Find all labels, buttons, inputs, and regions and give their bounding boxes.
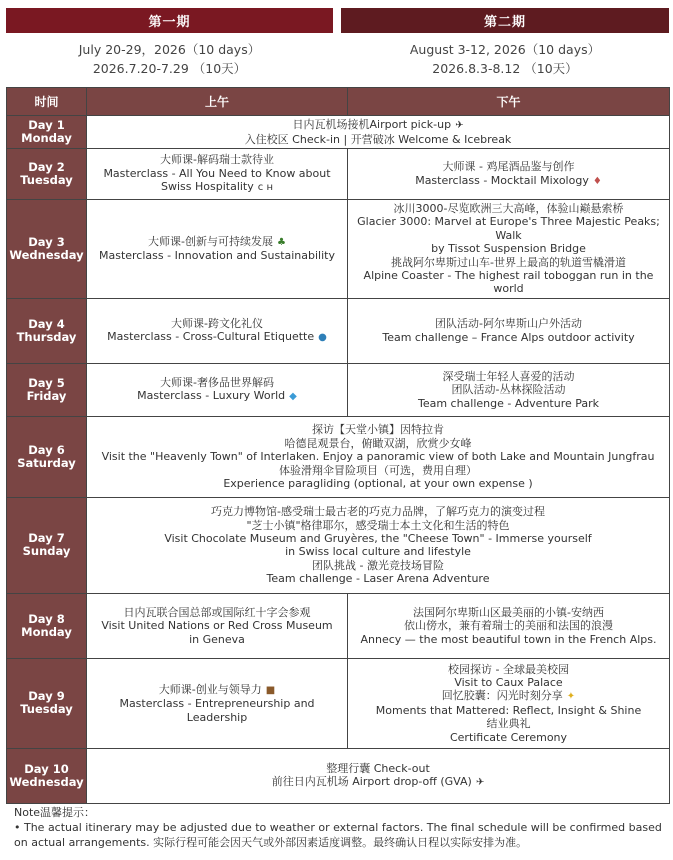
activity-line: Visit Chocolate Museum and Gruyères, the "Cheese Town" - Immerse yourself — [164, 531, 592, 545]
day-cell — [7, 363, 87, 416]
day-label: Day 2 — [28, 160, 65, 174]
hotel-icon: ᴄ ʜ — [257, 182, 273, 194]
full-day-cell — [87, 116, 670, 149]
weekday-label: Wednesday — [9, 247, 84, 262]
activity-line: 巧克力博物馆-感受瑞士最古老的巧克力品牌，了解巧克力的演变过程 — [211, 505, 545, 519]
weekday-label: Monday — [21, 131, 72, 145]
afternoon-cell — [348, 149, 670, 200]
activity-line: 前往日内瓦机场 Airport drop-off (GVA) — [271, 775, 472, 789]
activity-line: Masterclass - Luxury World — [137, 389, 286, 403]
day-label: Day 4 — [28, 316, 65, 331]
morning-cell — [87, 658, 348, 748]
activity-line: 挑战阿尔卑斯过山车-世界上最高的轨道雪橇滑道 — [391, 255, 626, 269]
day-label: Day 3 — [28, 234, 65, 249]
activity-line: 深受瑞士年轻人喜爱的活动 — [442, 369, 575, 383]
day-cell — [7, 748, 87, 803]
header-time: 时间 — [7, 88, 87, 116]
day-cell — [7, 298, 87, 363]
airplane-icon: ✈ — [455, 120, 464, 132]
table-row — [7, 116, 670, 149]
activity-line: Masterclass - Mocktail Mixology — [415, 173, 589, 187]
gem-icon: ◆ — [289, 391, 297, 403]
activity-line: 入住校区 Check-in | 开营破冰 Welcome & Icebreak — [244, 132, 512, 146]
table-row — [7, 363, 670, 416]
weekday-label: Monday — [21, 624, 72, 639]
activity-line: 结业典礼 — [486, 717, 531, 731]
day-cell — [7, 200, 87, 299]
weekday-label: Saturday — [17, 455, 76, 470]
table-row — [7, 497, 670, 593]
activity-line: 大师课-创新与可持续发展 — [148, 235, 273, 249]
session-1-dates-en: July 20-29，2026（10 days） — [78, 42, 261, 57]
activity-line: in Swiss local culture and lifestyle — [285, 545, 471, 559]
activity-line: Masterclass - All You Need to Know about — [103, 166, 331, 180]
activity-line: in Geneva — [189, 632, 245, 646]
full-day-cell — [87, 748, 670, 803]
table-row — [7, 658, 670, 748]
activity-line: Certificate Ceremony — [449, 730, 568, 744]
activity-line: 大师课-解码瑞士款待业 — [160, 153, 274, 167]
header-morning: 上午 — [87, 88, 348, 116]
session-2-dates-cn: 2026.8.3-8.12 （10天） — [432, 61, 578, 76]
activity-line: Alpine Coaster - The highest rail toboggan run in the world — [363, 269, 654, 296]
afternoon-cell — [348, 298, 670, 363]
table-row — [7, 748, 670, 803]
full-day-cell — [87, 497, 670, 593]
day-cell — [7, 416, 87, 497]
table-row — [7, 298, 670, 363]
note-title: Note温馨提示： — [14, 806, 96, 819]
activity-line: 校园探访 - 全球最美校园 — [448, 662, 569, 676]
day-label: Day 8 — [28, 611, 65, 626]
session-1-header: 第一期 — [6, 8, 333, 33]
session-2-dates — [341, 40, 669, 78]
table-header-row — [7, 88, 670, 116]
morning-cell — [87, 363, 348, 416]
note-section — [14, 805, 664, 850]
activity-line: 大师课-创业与领导力 — [158, 682, 262, 696]
itinerary-table — [6, 87, 670, 804]
activity-line: Masterclass - Entrepreneurship and Leadership — [119, 697, 315, 724]
morning-cell — [87, 593, 348, 658]
activity-line: Experience paragliding (optional, at your own expense ) — [223, 476, 533, 490]
activity-line: 大师课 - 鸡尾酒品鉴与创作 — [442, 160, 575, 174]
table-row — [7, 149, 670, 200]
activity-line: Moments that Mattered: Reflect, Insight & Shine — [375, 703, 642, 717]
plane-icon: ✈ — [475, 777, 485, 789]
activity-line: 法国阿尔卑斯山区最美丽的小镇-安纳西 — [413, 605, 604, 619]
activity-line: 整理行囊 Check-out — [326, 761, 430, 775]
day-label: Day 7 — [28, 531, 65, 546]
activity-line: 大师课-奢侈品世界解码 — [160, 375, 274, 389]
morning-cell — [87, 298, 348, 363]
afternoon-cell — [348, 658, 670, 748]
activity-line: Swiss Hospitality — [161, 180, 254, 194]
activity-line: Annecy — the most beautiful town in the French Alps. — [360, 632, 657, 646]
activity-line: Team challenge – France Alps outdoor activity — [382, 330, 635, 344]
briefcase-icon: ■ — [265, 684, 276, 696]
day-label: Day 6 — [28, 442, 65, 457]
session-2-header: 第二期 — [341, 8, 669, 33]
activity-line: Visit to Caux Palace — [454, 676, 563, 690]
day-label: Day 1 — [28, 118, 65, 132]
day-cell — [7, 497, 87, 593]
activity-line: 日内瓦机场接机Airport pick-up — [292, 118, 452, 132]
activity-line: 回忆胶囊：闪光时刻分享 — [441, 689, 563, 703]
cocktail-icon: ♦ — [592, 175, 602, 187]
day-label: Day 9 — [28, 689, 65, 704]
activity-line: 团队活动-丛林探险活动 — [451, 383, 566, 397]
activity-line: 团队挑战 - 激光竞技场冒险 — [312, 558, 444, 572]
activity-line: 团队活动-阿尔卑斯山户外活动 — [435, 317, 582, 331]
activity-line: 哈德昆观景台，俯瞰双湖，欣赏少女峰 — [284, 436, 472, 450]
session-2-dates-en: August 3-12, 2026（10 days） — [409, 42, 601, 57]
activity-line: Masterclass - Cross-Cultural Etiquette — [107, 330, 315, 344]
day-label: Day 5 — [28, 375, 65, 390]
session-1-dates — [6, 40, 333, 78]
table-row — [7, 416, 670, 497]
activity-line: 探访【天堂小镇】因特拉肯 — [312, 423, 444, 437]
activity-line: Team challenge - Laser Arena Adventure — [266, 572, 490, 586]
note-text: • The actual itinerary may be adjusted due to weather or external factors. The final schedule will be confirmed based on actual arrangements. 实际行程可能会因天气或外部因素适度调整。最终确认日程以实际安排为准。 — [14, 821, 662, 849]
weekday-label: Tuesday — [20, 173, 73, 187]
sparkle-icon: ✦ — [566, 691, 576, 703]
header-afternoon: 下午 — [348, 88, 670, 116]
activity-line: Visit United Nations or Red Cross Museum — [101, 619, 333, 633]
afternoon-cell — [348, 593, 670, 658]
weekday-label: Friday — [26, 388, 67, 403]
morning-cell — [87, 200, 348, 299]
activity-line: Masterclass - Innovation and Sustainability — [98, 249, 335, 263]
activity-line: 大师课-跨文化礼仪 — [171, 316, 263, 330]
table-row — [7, 593, 670, 658]
morning-cell — [87, 149, 348, 200]
day-cell — [7, 593, 87, 658]
day-cell — [7, 658, 87, 748]
activity-line: "芝士小镇"格律耶尔，感受瑞士本土文化和生活的特色 — [246, 518, 510, 532]
weekday-label: Thursday — [16, 329, 77, 344]
day-cell — [7, 116, 87, 149]
day-label: Day 10 — [24, 761, 69, 776]
activity-line: Glacier 3000: Marvel at Europe's Three Majestic Peaks; Walk — [357, 215, 660, 242]
session-1-dates-cn: 2026.7.20-7.29 （10天） — [92, 61, 247, 76]
table-row — [7, 200, 670, 299]
afternoon-cell — [348, 363, 670, 416]
activity-line: Visit the "Heavenly Town" of Interlaken. Enjoy a panoramic view of both Lake and Mountain Jungfrau — [101, 450, 655, 464]
weekday-label: Tuesday — [20, 702, 73, 717]
activity-line: 依山傍水，兼有着瑞士的美丽和法国的浪漫 — [404, 619, 613, 633]
globe-icon: ● — [318, 332, 327, 344]
activity-line: 冰川3000-尽览欧洲三大高峰，体验山巅悬索桥 — [393, 202, 624, 215]
activity-line: 体验滑翔伞冒险项目（可选，费用自理） — [279, 463, 477, 477]
day-cell — [7, 149, 87, 200]
activity-line: 日内瓦联合国总部或国际红十字会参观 — [123, 605, 311, 619]
weekday-label: Sunday — [22, 544, 71, 559]
activity-line: Team challenge - Adventure Park — [417, 396, 600, 410]
activity-line: by Tissot Suspension Bridge — [431, 242, 586, 256]
tree-icon: ♣ — [277, 237, 286, 249]
weekday-label: Wednesday — [9, 774, 84, 789]
full-day-cell — [87, 416, 670, 497]
afternoon-cell — [348, 200, 670, 299]
